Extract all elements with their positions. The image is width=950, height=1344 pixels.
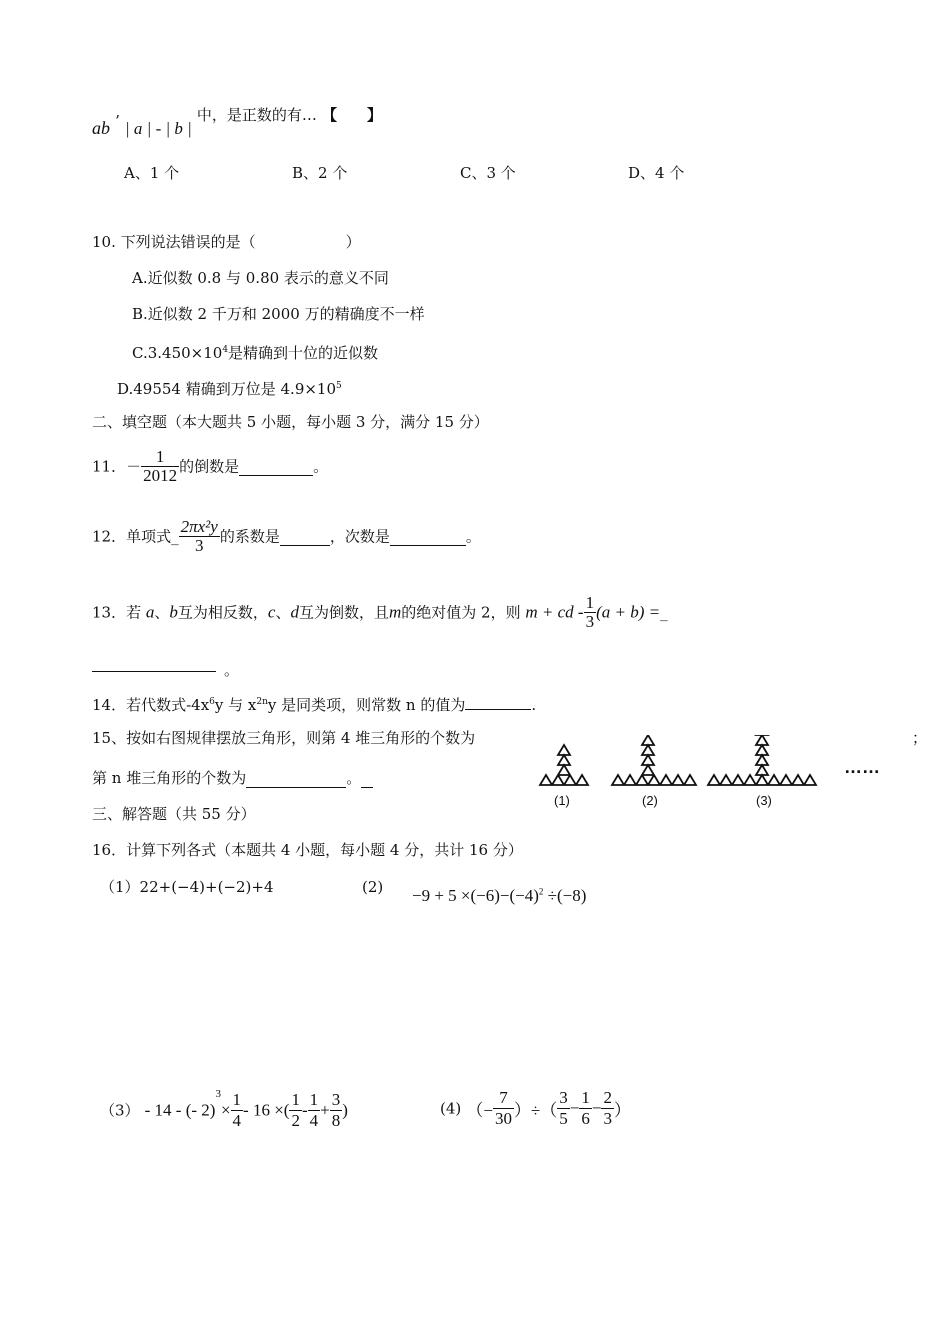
- q14-mid1: y 与 x: [214, 696, 257, 714]
- q13-var-b: b: [169, 602, 178, 622]
- q9-expr-ab: ab: [92, 118, 110, 138]
- q10-option-c-pre: C.3.450×10: [132, 344, 223, 362]
- q16-part4-frac3: [579, 1088, 592, 1129]
- q12-text2: ，次数是: [329, 527, 390, 546]
- q12-numerator: 2πx²y: [180, 517, 218, 536]
- pile2-triangles: [612, 735, 696, 785]
- q13-text2: 互为倒数，且: [298, 603, 389, 622]
- q13-var-m: m: [388, 602, 402, 622]
- q12-end: 。: [465, 527, 481, 546]
- q13-expression-post: (a + b) =: [596, 602, 661, 622]
- q10-option-c-post: 是精确到十位的近似数: [228, 344, 379, 362]
- q16-part3-frac4-num: 3: [331, 1090, 341, 1109]
- q15-line2: [92, 769, 373, 788]
- q13-sep2: 、: [275, 603, 291, 622]
- q16-part4-frac4-num: 2: [603, 1088, 612, 1107]
- q16-part3-f: ): [342, 1100, 348, 1120]
- q13-fraction: [584, 594, 597, 631]
- q16-part3-frac2-num: 1: [291, 1090, 300, 1109]
- q16-part3-a: - 14 - (- 2): [144, 1100, 216, 1120]
- q16-part2-label: (2): [362, 878, 384, 896]
- q14-pre: 14．若代数式-4x: [92, 696, 210, 714]
- q9-expr-comma: ’: [115, 112, 120, 130]
- q13-text1: 互为相反数，: [177, 603, 268, 622]
- q13-end: 。: [224, 661, 240, 679]
- q16-part4-mid: ）÷（: [513, 1101, 558, 1120]
- q14: [92, 693, 536, 714]
- q10-option-c-exp: 4: [222, 345, 229, 355]
- q16-part3-b: ×: [220, 1100, 231, 1120]
- q10-option-a: A.近似数 0.8 与 0.80 表示的意义不同: [132, 269, 389, 287]
- q16-part3-frac4: [330, 1090, 343, 1131]
- section-2-heading: 二、填空题（本大题共 5 小题，每小题 3 分，满分 15 分）: [92, 413, 489, 431]
- q16-part4-frac3-num: 1: [581, 1088, 590, 1107]
- q16-part4-minus2: −: [591, 1098, 602, 1118]
- q9-option-c: C、3 个: [460, 164, 516, 182]
- q16-part4-frac3-den: 6: [581, 1109, 590, 1128]
- q10-option-c: [132, 341, 378, 362]
- q11-fraction: [141, 448, 179, 485]
- q16-part3-frac1-den: 4: [232, 1111, 242, 1130]
- q12: 12．单项式_ $\frac{\text{2πx²y}}{3}$ 的系数是 ，次数是 。: [92, 517, 481, 555]
- q16-part2-tail: ÷(−8): [543, 886, 587, 905]
- q11-denominator: 2012: [143, 466, 178, 485]
- q12-number: 12．单项式: [92, 527, 172, 546]
- q11-sign: －: [126, 457, 142, 476]
- q16-part4-open: （−: [466, 1101, 493, 1120]
- q16-part3-frac2-den: 2: [291, 1111, 300, 1130]
- q10-option-d: [117, 377, 342, 398]
- q16-part3: [100, 1088, 348, 1131]
- q13-expression-pre: m + cd -: [525, 602, 584, 622]
- q16-part3-e: +: [320, 1100, 330, 1120]
- q11-number: 11．: [92, 457, 127, 476]
- pile3-label: (3): [756, 793, 772, 808]
- q16-part4-label: (4): [440, 1099, 462, 1118]
- q16-part2-expr: −9 + 5 ×(−6)−(−4): [412, 886, 539, 905]
- q14-mid2: y 是同类项，则常数 n 的值为: [267, 696, 466, 714]
- q9-option-d: D、4 个: [628, 164, 685, 182]
- q9-bracket: 【 】: [322, 106, 383, 124]
- pile1-label: (1): [554, 793, 570, 808]
- q12-fraction: [179, 518, 220, 555]
- q10-option-d-pre: D.49554 精确到万位是 4.9×10: [117, 380, 337, 398]
- q14-end: .: [531, 696, 537, 714]
- q9-option-a: A、1 个: [124, 164, 180, 182]
- q16-part4-minus1: −: [569, 1098, 580, 1118]
- q16-part3-frac3-den: 4: [309, 1111, 319, 1130]
- q16-part3-frac1-num: 1: [232, 1090, 242, 1109]
- q16-part4-frac4-den: 3: [603, 1109, 612, 1128]
- q16-part4-frac2: [557, 1088, 570, 1129]
- q16-part2-exp: 2: [538, 886, 544, 897]
- q13-answer-blank: [92, 670, 216, 672]
- q11-text: 的倒数是: [179, 457, 240, 476]
- q16-part3-frac2: [289, 1090, 302, 1131]
- q13-fraction-num: 1: [585, 593, 595, 612]
- q16-part2-expression: [412, 886, 586, 906]
- q15-answer-blank: [246, 769, 346, 788]
- q13-var-a: a: [145, 602, 155, 622]
- q12-text1: 的系数是: [219, 527, 280, 546]
- q16-part4: [440, 1088, 631, 1129]
- q9-expression: [92, 104, 382, 138]
- q16-part3-frac3: [308, 1090, 321, 1131]
- q16-part4-frac4: [601, 1088, 614, 1129]
- q13: 13．若 a、b互为相反数，c、d互为倒数，且m的绝对值为 2，则 m + cd - $\frac{1}{3}$ (a + b) =_: [92, 593, 668, 631]
- triangle-pattern-figure: [530, 735, 910, 815]
- q13-sep1: 、: [154, 603, 170, 622]
- q16-part3-frac3-num: 1: [309, 1090, 319, 1109]
- q14-exp1: 6: [209, 697, 215, 707]
- q16-part4-frac2-den: 5: [559, 1109, 568, 1128]
- q16-part4-close: ）: [613, 1101, 631, 1120]
- q11-end: 。: [313, 457, 329, 476]
- q16-part3-frac4-den: 8: [331, 1111, 341, 1130]
- q13-text3: 的绝对值为 2，则: [401, 603, 521, 622]
- q16-part3-d: -: [301, 1100, 308, 1120]
- q15-line1: 15、按如右图规律摆放三角形，则第 4 堆三角形的个数为: [92, 729, 476, 747]
- q10-option-b: B.近似数 2 千万和 2000 万的精确度不一样: [132, 305, 425, 323]
- q13-var-c: c: [267, 602, 276, 622]
- q16-part4-frac1-den: 30: [494, 1109, 512, 1128]
- q12-denominator: 3: [194, 536, 204, 555]
- q14-answer-blank: [465, 700, 531, 710]
- q9-expr-abs: | a | - | b |: [124, 119, 192, 138]
- pile3-triangles: [708, 735, 816, 785]
- q12-coefficient-blank: [280, 527, 330, 546]
- q16-part3-c: - 16 ×(: [243, 1100, 290, 1120]
- q14-exp2: 2n: [256, 697, 268, 707]
- q10-option-d-exp: 5: [336, 381, 342, 391]
- section-3-heading: 三、解答题（共 55 分）: [92, 805, 256, 823]
- q15-semicolon: ；: [912, 729, 928, 747]
- q16-part4-frac1-num: 7: [493, 1088, 514, 1109]
- q16-part4-frac1: [493, 1088, 514, 1129]
- q11-numerator: 1: [141, 448, 179, 467]
- q16-part3-label: （3）: [100, 1101, 140, 1120]
- q15-line2-text: 第 n 堆三角形的个数为: [92, 769, 247, 787]
- q16-stem: 16．计算下列各式（本题共 4 小题，每小题 4 分，共计 16 分）: [92, 841, 523, 859]
- pile1-triangles: [540, 745, 588, 785]
- q13-number: 13．若: [92, 603, 142, 622]
- q16-part3-frac1: [231, 1090, 244, 1131]
- q15-end: 。: [346, 769, 362, 787]
- q13-fraction-den: 3: [585, 612, 595, 631]
- pile2-label: (2): [642, 793, 658, 808]
- q9-option-b: B、2 个: [292, 164, 348, 182]
- q10-stem: 10. 下列说法错误的是（ ）: [92, 233, 361, 251]
- q11: [92, 448, 328, 485]
- q12-degree-blank: [390, 527, 466, 546]
- pattern-ellipsis: ……: [844, 757, 880, 777]
- q9-tail: 中，是正数的有…: [196, 106, 317, 124]
- q16-part3-exp: 3: [215, 1088, 221, 1100]
- q16-part1: （1）22+(−4)+(−2)+4: [100, 878, 274, 896]
- q13-var-d: d: [290, 602, 299, 622]
- q11-answer-blank: [239, 457, 313, 476]
- q16-part4-frac2-num: 3: [559, 1088, 568, 1107]
